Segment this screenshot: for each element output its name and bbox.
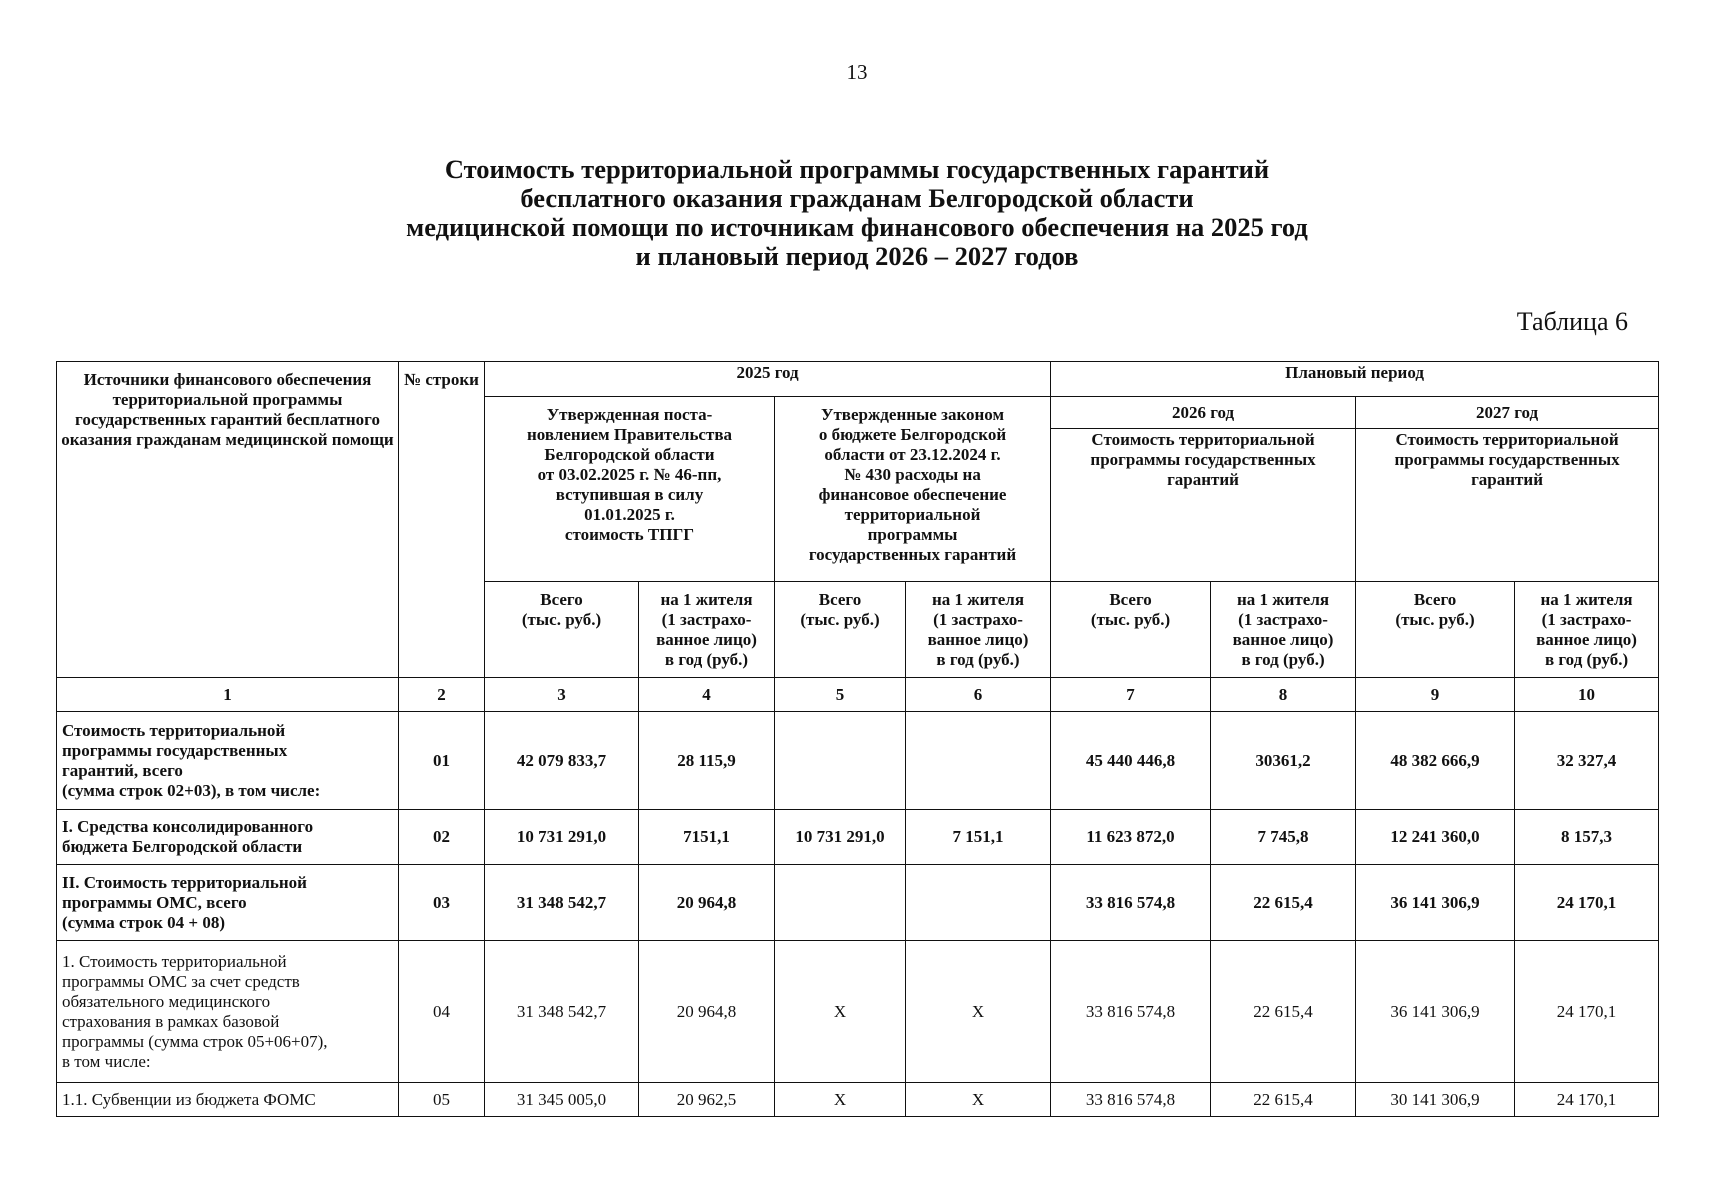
column-number: 3 xyxy=(485,678,639,712)
table-row xyxy=(57,712,1659,810)
row-label-line: страхования в рамках базовой xyxy=(62,1011,280,1031)
header-text-line: Всего xyxy=(1413,590,1457,609)
document-title xyxy=(200,155,1514,271)
table-caption: Таблица 6 xyxy=(1516,307,1628,336)
value-cell xyxy=(906,865,1051,941)
header-text-line: в год (руб.) xyxy=(1241,650,1325,669)
header-year-2025: 2025 год xyxy=(485,362,1051,397)
title-line: бесплатного оказания гражданам Белгородской области xyxy=(520,183,1194,213)
value-cell: 7151,1 xyxy=(639,810,775,865)
row-label-line: II. Стоимость территориальной xyxy=(62,872,307,892)
header-approved-law xyxy=(775,397,1051,582)
value-cell: X xyxy=(775,941,906,1083)
row-label-line: (сумма строк 02+03), в том числе: xyxy=(62,780,321,800)
value-cell: 12 241 360,0 xyxy=(1356,810,1515,865)
header-text-line: (тыс. руб.) xyxy=(521,610,602,629)
table-row xyxy=(57,810,1659,865)
header-text-line: ванное лицо) xyxy=(1536,630,1637,649)
value-cell xyxy=(775,865,906,941)
header-text-line: Утвержденная поста- xyxy=(546,405,713,424)
header-total xyxy=(1356,582,1515,678)
row-number-cell: 01 xyxy=(399,712,485,810)
header-year-2027: 2027 год xyxy=(1356,397,1659,429)
column-number: 5 xyxy=(775,678,906,712)
header-text-line: № 430 расходы на xyxy=(844,465,981,484)
header-text-line: гарантий xyxy=(1167,470,1239,489)
value-cell: 30361,2 xyxy=(1211,712,1356,810)
column-number-row xyxy=(57,678,1659,712)
column-number: 1 xyxy=(57,678,399,712)
value-cell: 48 382 666,9 xyxy=(1356,712,1515,810)
title-line: и плановый период 2026 – 2027 годов xyxy=(635,241,1079,271)
value-cell: 8 157,3 xyxy=(1515,810,1659,865)
header-year-2026: 2026 год xyxy=(1051,397,1356,429)
row-label-line: программы государственных xyxy=(62,740,288,760)
row-label xyxy=(57,810,399,865)
header-text-line: (тыс. руб.) xyxy=(1090,610,1171,629)
table-body xyxy=(57,712,1659,1117)
header-text-line: на 1 жителя xyxy=(931,590,1025,609)
header-text-line: о бюджете Белгородской xyxy=(818,425,1007,444)
title-line: Стоимость территориальной программы государственных гарантий xyxy=(444,154,1270,184)
row-label-line: бюджета Белгородской области xyxy=(62,837,303,856)
header-cost-2026 xyxy=(1051,429,1356,582)
value-cell: 36 141 306,9 xyxy=(1356,941,1515,1083)
table-row xyxy=(57,865,1659,941)
header-per-resident xyxy=(639,582,775,678)
header-text-line: программы xyxy=(867,525,958,544)
header-planned-period: Плановый период xyxy=(1051,362,1659,397)
header-text-line: (1 застрахо- xyxy=(661,610,752,629)
financing-table xyxy=(56,361,1659,1117)
row-label-line: в том числе: xyxy=(62,1051,151,1071)
header-per-resident xyxy=(906,582,1051,678)
value-cell: 20 962,5 xyxy=(639,1083,775,1117)
value-cell: 20 964,8 xyxy=(639,865,775,941)
row-number-cell: 03 xyxy=(399,865,485,941)
row-label-line: (сумма строк 04 + 08) xyxy=(62,912,226,932)
header-text-line: Стоимость территориальной xyxy=(1091,430,1315,449)
value-cell: 33 816 574,8 xyxy=(1051,1083,1211,1117)
value-cell: 24 170,1 xyxy=(1515,1083,1659,1117)
value-cell: 30 141 306,9 xyxy=(1356,1083,1515,1117)
value-cell: 31 345 005,0 xyxy=(485,1083,639,1117)
header-text-line: Белгородской области xyxy=(544,445,715,464)
table-row xyxy=(57,941,1659,1083)
value-cell: 7 151,1 xyxy=(906,810,1051,865)
header-text-line: (1 застрахо- xyxy=(1541,610,1632,629)
header-approved-resolution xyxy=(485,397,775,582)
title-line: медицинской помощи по источникам финансового обеспечения на 2025 год xyxy=(406,212,1308,242)
header-row-1 xyxy=(57,362,1659,397)
header-text-line: от 03.02.2025 г. № 46-пп, xyxy=(537,465,722,484)
row-label-line: 1. Стоимость территориальной xyxy=(62,951,287,971)
value-cell: 31 348 542,7 xyxy=(485,941,639,1083)
value-cell: 20 964,8 xyxy=(639,941,775,1083)
header-text-line: (1 застрахо- xyxy=(933,610,1023,629)
value-cell: 10 731 291,0 xyxy=(485,810,639,865)
value-cell: 11 623 872,0 xyxy=(1051,810,1211,865)
value-cell: 36 141 306,9 xyxy=(1356,865,1515,941)
row-label-line: программы ОМС, всего xyxy=(62,892,247,912)
header-text-line: Всего xyxy=(818,590,862,609)
table-row xyxy=(57,1083,1659,1117)
header-per-resident xyxy=(1515,582,1659,678)
header-total xyxy=(485,582,639,678)
header-text-line: ванное лицо) xyxy=(656,630,757,649)
header-text-line: Всего xyxy=(540,590,583,609)
value-cell: 32 327,4 xyxy=(1515,712,1659,810)
header-text-line: в год (руб.) xyxy=(664,650,749,669)
header-text-line: (тыс. руб.) xyxy=(1395,610,1475,629)
row-label-line: программы ОМС за счет средств xyxy=(62,971,300,991)
page-number: 13 xyxy=(846,60,868,84)
column-number: 2 xyxy=(399,678,485,712)
header-text-line: в год (руб.) xyxy=(936,650,1020,669)
header-text-line: (1 застрахо- xyxy=(1238,610,1328,629)
header-text-line: программы государственных xyxy=(1090,450,1316,469)
header-text-line: финансовое обеспечение xyxy=(818,485,1007,504)
header-text-line: на 1 жителя xyxy=(1237,590,1330,609)
value-cell: 22 615,4 xyxy=(1211,941,1356,1083)
row-number-cell: 04 xyxy=(399,941,485,1083)
header-text-line: государственных гарантий xyxy=(808,545,1017,564)
header-row-number: № строки xyxy=(399,362,485,678)
row-label-line: Стоимость территориальной xyxy=(62,720,286,740)
value-cell: 24 170,1 xyxy=(1515,941,1659,1083)
value-cell: X xyxy=(775,1083,906,1117)
value-cell: 42 079 833,7 xyxy=(485,712,639,810)
header-text-line: Стоимость территориальной xyxy=(1395,430,1619,449)
row-label xyxy=(57,865,399,941)
header-text-line: (тыс. руб.) xyxy=(800,610,880,629)
row-label xyxy=(57,1083,399,1117)
header-text-line: ванное лицо) xyxy=(1232,630,1334,649)
row-label-line: I. Средства консолидированного xyxy=(62,817,314,836)
row-number-cell: 02 xyxy=(399,810,485,865)
column-number: 4 xyxy=(639,678,775,712)
column-number: 6 xyxy=(906,678,1051,712)
row-label-line: гарантий, всего xyxy=(62,760,183,780)
header-text-line: гарантий xyxy=(1471,470,1543,489)
header-text-line: Всего xyxy=(1109,590,1152,609)
header-text-line: территориальной xyxy=(844,505,981,524)
column-number: 7 xyxy=(1051,678,1211,712)
value-cell: 10 731 291,0 xyxy=(775,810,906,865)
header-text-line: на 1 жителя xyxy=(1540,590,1633,609)
header-per-resident xyxy=(1211,582,1356,678)
header-text-line: в год (руб.) xyxy=(1544,650,1629,669)
header-text-line: ванное лицо) xyxy=(927,630,1029,649)
row-label-line: 1.1. Субвенции из бюджета ФОМС xyxy=(62,1089,316,1109)
header-text-line: Утвержденные законом xyxy=(820,405,1005,424)
value-cell xyxy=(906,712,1051,810)
header-text-line: вступившая в силу xyxy=(555,485,704,504)
value-cell: 33 816 574,8 xyxy=(1051,865,1211,941)
header-total xyxy=(1051,582,1211,678)
header-text-line: области от 23.12.2024 г. xyxy=(824,445,1001,464)
header-text-line: программы государственных xyxy=(1394,450,1620,469)
value-cell: 22 615,4 xyxy=(1211,1083,1356,1117)
value-cell: 22 615,4 xyxy=(1211,865,1356,941)
header-text-line: 01.01.2025 г. xyxy=(584,505,675,524)
row-label xyxy=(57,941,399,1083)
value-cell: 7 745,8 xyxy=(1211,810,1356,865)
column-number: 10 xyxy=(1515,678,1659,712)
value-cell: X xyxy=(906,941,1051,1083)
row-label-line: программы (сумма строк 05+06+07), xyxy=(62,1031,328,1051)
header-text-line: стоимость ТПГГ xyxy=(564,525,695,544)
header-source: Источники финансового обеспечения территориальной программы государственных гарантий бесплатного оказания гражданам медицинской помощи xyxy=(57,362,399,678)
value-cell: 45 440 446,8 xyxy=(1051,712,1211,810)
header-text-line: на 1 жителя xyxy=(660,590,753,609)
header-cost-2027 xyxy=(1356,429,1659,582)
value-cell: X xyxy=(906,1083,1051,1117)
row-label xyxy=(57,712,399,810)
row-label-line: обязательного медицинского xyxy=(62,991,271,1011)
value-cell: 31 348 542,7 xyxy=(485,865,639,941)
header-total xyxy=(775,582,906,678)
column-number: 8 xyxy=(1211,678,1356,712)
value-cell xyxy=(775,712,906,810)
value-cell: 33 816 574,8 xyxy=(1051,941,1211,1083)
value-cell: 28 115,9 xyxy=(639,712,775,810)
value-cell: 24 170,1 xyxy=(1515,865,1659,941)
column-number: 9 xyxy=(1356,678,1515,712)
row-number-cell: 05 xyxy=(399,1083,485,1117)
header-text-line: новлением Правительства xyxy=(526,425,733,444)
